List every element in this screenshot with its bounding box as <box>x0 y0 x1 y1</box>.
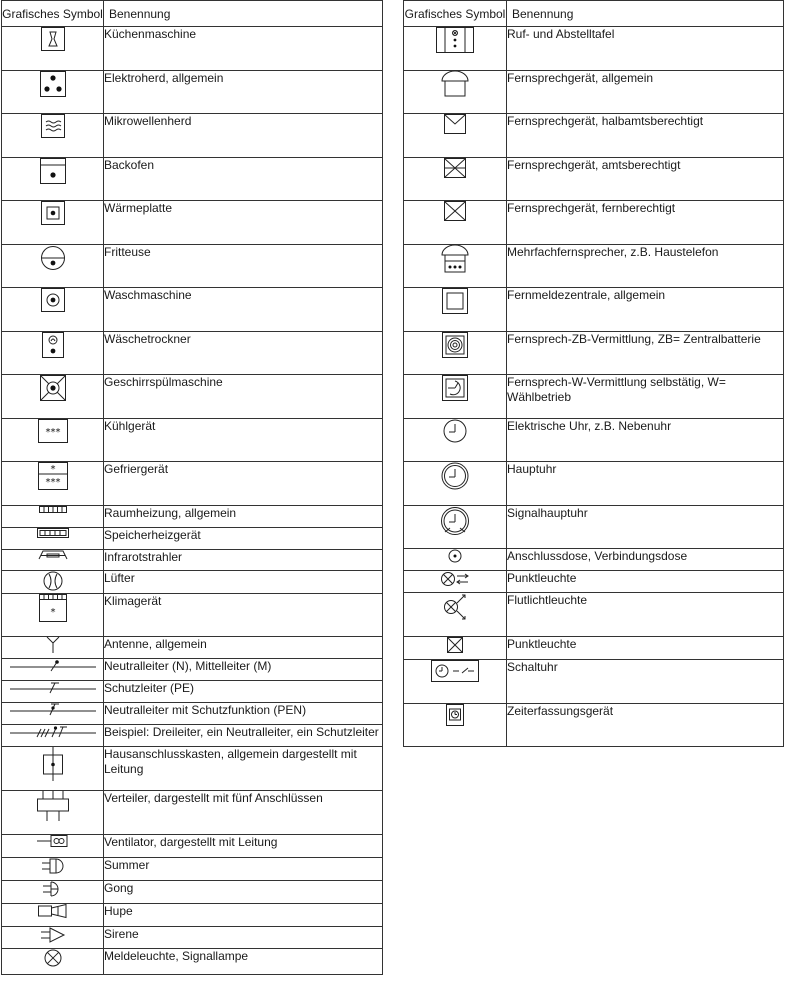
table-row <box>2 835 383 858</box>
row-name: Kühlgerät <box>104 419 383 462</box>
table-row <box>2 550 383 571</box>
table-row <box>2 528 383 550</box>
zb-vermittlung-icon <box>404 332 507 375</box>
row-name: Neutralleiter mit Schutzfunktion (PEN) <box>104 703 383 725</box>
row-name: Waschmaschine <box>104 288 383 332</box>
row-name: Summer <box>104 858 383 881</box>
row-name: Hausanschlusskasten, allgemein dargestellt mit Leitung <box>104 747 383 791</box>
row-name: Fernsprech-W-Vermittlung selbstätig, W= Wählbetrieb <box>507 375 784 419</box>
row-name: Fernsprech-ZB-Vermittlung, ZB= Zentralbatterie <box>507 332 784 375</box>
infrarotstrahler-icon <box>2 550 104 571</box>
table-row <box>404 114 784 158</box>
row-name: Küchenmaschine <box>104 27 383 71</box>
flutlichtleuchte-icon <box>404 593 507 637</box>
waschmaschine-icon <box>2 288 104 332</box>
table-row <box>2 419 383 462</box>
schaltuhr-icon <box>404 660 507 704</box>
table-row <box>2 158 383 201</box>
header-symbol: Grafisches Symbol <box>404 1 507 27</box>
table-row <box>2 949 383 975</box>
klimageraet-icon <box>2 594 104 637</box>
table-row <box>404 704 784 747</box>
backofen-icon <box>2 158 104 201</box>
table-row <box>2 681 383 703</box>
kuehlgeraet-icon <box>2 419 104 462</box>
table-row <box>2 791 383 835</box>
row-name: Anschlussdose, Verbindungsdose <box>507 549 784 571</box>
schutzleiter-icon <box>2 681 104 703</box>
fernsprech-fern-icon <box>404 201 507 245</box>
table-row <box>2 27 383 71</box>
antenne-icon <box>2 637 104 659</box>
table-row <box>404 593 784 637</box>
table-row <box>404 571 784 593</box>
svg-text:***: *** <box>45 427 60 438</box>
pen-leiter-icon <box>2 703 104 725</box>
row-name: Fernsprechgerät, allgemein <box>507 71 784 114</box>
table-row <box>2 904 383 927</box>
mehrfachfernsprecher-icon <box>404 245 507 288</box>
table-row <box>404 27 784 71</box>
table-row <box>2 747 383 791</box>
row-name: Gefriergerät <box>104 462 383 506</box>
row-name: Hauptuhr <box>507 462 784 506</box>
table-row <box>2 245 383 288</box>
row-name: Backofen <box>104 158 383 201</box>
row-name: Fernsprechgerät, fernberechtigt <box>507 201 784 245</box>
svg-text:*: * <box>50 464 55 475</box>
table-row <box>2 571 383 594</box>
header-name: Benennung <box>104 1 383 27</box>
row-name: Elektrische Uhr, z.B. Nebenuhr <box>507 419 784 462</box>
row-name: Wäschetrockner <box>104 332 383 375</box>
table-row <box>404 245 784 288</box>
waeschetrockner-icon <box>2 332 104 375</box>
table-row <box>404 660 784 704</box>
symbol-table-left <box>1 0 383 975</box>
table-row <box>404 71 784 114</box>
neutralleiter-icon <box>2 659 104 681</box>
table-row <box>404 375 784 419</box>
hausanschlusskasten-icon <box>2 747 104 791</box>
sirene-icon <box>2 927 104 949</box>
table-row <box>2 506 383 528</box>
row-name: Antenne, allgemein <box>104 637 383 659</box>
row-name: Punktleuchte <box>507 637 784 660</box>
row-name: Sirene <box>104 927 383 949</box>
zeiterfassungsgeraet-icon <box>404 704 507 747</box>
meldeleuchte-icon <box>2 949 104 975</box>
verteiler-icon <box>2 791 104 835</box>
table-row <box>2 725 383 747</box>
symbol-table-right <box>403 0 784 747</box>
table-row <box>2 201 383 245</box>
row-name: Mehrfachfernsprecher, z.B. Haustelefon <box>507 245 784 288</box>
ruf-abstelltafel-icon <box>404 27 507 71</box>
row-name: Flutlichtleuchte <box>507 593 784 637</box>
row-name: Fritteuse <box>104 245 383 288</box>
table-row <box>2 375 383 419</box>
table-row <box>404 549 784 571</box>
table-row <box>2 71 383 114</box>
table-header <box>2 1 383 27</box>
ventilator-icon <box>2 835 104 858</box>
table-row <box>404 332 784 375</box>
row-name: Wärmeplatte <box>104 201 383 245</box>
row-name: Speicherheizgerät <box>104 528 383 550</box>
signalhauptuhr-icon <box>404 506 507 549</box>
elektroherd-icon <box>2 71 104 114</box>
table-row <box>2 637 383 659</box>
row-name: Schutzleiter (PE) <box>104 681 383 703</box>
table-row <box>404 158 784 201</box>
dreileiter-icon <box>2 725 104 747</box>
raumheizung-icon <box>2 506 104 528</box>
row-name: Verteiler, dargestellt mit fünf Anschlüssen <box>104 791 383 835</box>
table-row <box>2 114 383 158</box>
summer-icon <box>2 858 104 881</box>
mikrowellenherd-icon <box>2 114 104 158</box>
row-name: Mikrowellenherd <box>104 114 383 158</box>
gefriergeraet-icon <box>2 462 104 506</box>
row-name: Fernmeldezentrale, allgemein <box>507 288 784 332</box>
header-name: Benennung <box>507 1 784 27</box>
row-name: Beispiel: Dreileiter, ein Neutralleiter, ein Schutzleiter <box>104 725 383 747</box>
row-name: Raumheizung, allgemein <box>104 506 383 528</box>
row-name: Infrarotstrahler <box>104 550 383 571</box>
row-name: Gong <box>104 881 383 904</box>
svg-text:***: *** <box>45 477 60 488</box>
geschirrspuelmaschine-icon <box>2 375 104 419</box>
row-name: Klimagerät <box>104 594 383 637</box>
table-row <box>2 703 383 725</box>
luefter-icon <box>2 571 104 594</box>
table-row <box>2 927 383 949</box>
table-row <box>2 881 383 904</box>
table-row <box>404 419 784 462</box>
waermeplatte-icon <box>2 201 104 245</box>
fernmeldezentrale-icon <box>404 288 507 332</box>
table-row <box>404 506 784 549</box>
row-name: Hupe <box>104 904 383 927</box>
table-row <box>2 858 383 881</box>
row-name: Ruf- und Abstelltafel <box>507 27 784 71</box>
row-name: Elektroherd, allgemein <box>104 71 383 114</box>
fernsprechgeraet-icon <box>404 71 507 114</box>
row-name: Zeiterfassungsgerät <box>507 704 784 747</box>
header-symbol: Grafisches Symbol <box>2 1 104 27</box>
kuechenmaschine-icon <box>2 27 104 71</box>
punktleuchte-icon <box>404 571 507 593</box>
speicherheizgeraet-icon <box>2 528 104 550</box>
table-row <box>2 659 383 681</box>
table-row <box>2 594 383 637</box>
table-row <box>404 462 784 506</box>
table-row <box>2 462 383 506</box>
row-name: Schaltuhr <box>507 660 784 704</box>
fernsprech-halbamt-icon <box>404 114 507 158</box>
row-name: Signalhauptuhr <box>507 506 784 549</box>
svg-text:*: * <box>50 607 55 618</box>
hauptuhr-icon <box>404 462 507 506</box>
table-row <box>404 201 784 245</box>
elektrische-uhr-icon <box>404 419 507 462</box>
anschlussdose-icon <box>404 549 507 571</box>
table-row <box>404 637 784 660</box>
row-name: Neutralleiter (N), Mittelleiter (M) <box>104 659 383 681</box>
table-header <box>404 1 784 27</box>
row-name: Fernsprechgerät, amtsberechtigt <box>507 158 784 201</box>
gong-icon <box>2 881 104 904</box>
table-row <box>2 332 383 375</box>
punktleuchte-box-icon <box>404 637 507 660</box>
fritteuse-icon <box>2 245 104 288</box>
table-row <box>404 288 784 332</box>
row-name: Geschirrspülmaschine <box>104 375 383 419</box>
hupe-icon <box>2 904 104 927</box>
row-name: Meldeleuchte, Signallampe <box>104 949 383 975</box>
fernsprech-amt-icon <box>404 158 507 201</box>
w-vermittlung-icon <box>404 375 507 419</box>
row-name: Fernsprechgerät, halbamtsberechtigt <box>507 114 784 158</box>
row-name: Ventilator, dargestellt mit Leitung <box>104 835 383 858</box>
row-name: Lüfter <box>104 571 383 594</box>
table-row <box>2 288 383 332</box>
row-name: Punktleuchte <box>507 571 784 593</box>
